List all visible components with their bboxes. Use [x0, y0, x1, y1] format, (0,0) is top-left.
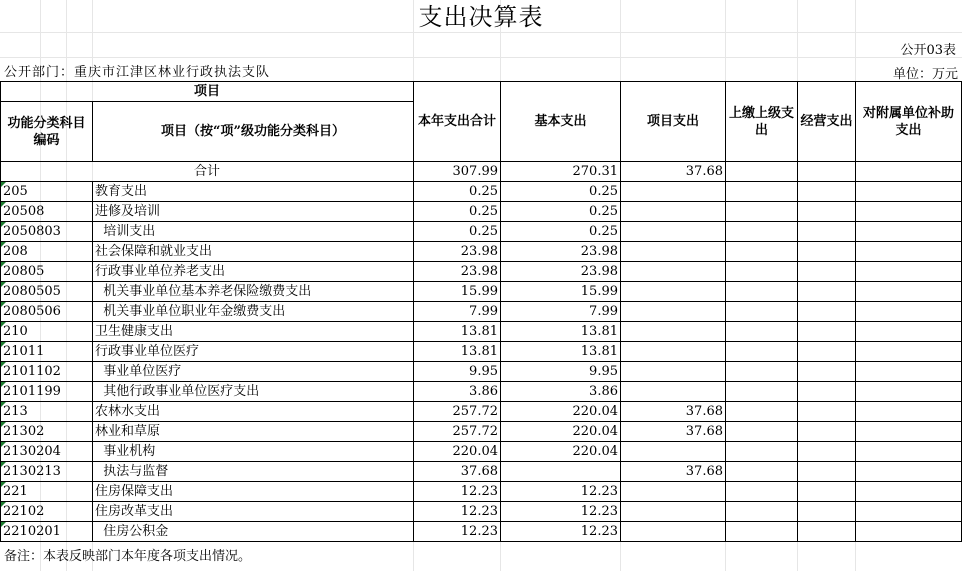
row-code: 21302 — [1, 422, 93, 442]
row-subsidy — [856, 462, 962, 482]
row-total: 23.98 — [414, 242, 501, 262]
unit-label: 单位：万元 — [892, 67, 958, 82]
table-row — [1, 502, 962, 522]
row-total: 13.81 — [414, 342, 501, 362]
row-upper — [726, 262, 798, 282]
summary-total: 307.99 — [414, 162, 501, 182]
row-subsidy — [856, 182, 962, 202]
row-upper — [726, 502, 798, 522]
row-code: 20805 — [1, 262, 93, 282]
row-business — [798, 422, 856, 442]
row-code: 21011 — [1, 342, 93, 362]
row-total: 12.23 — [414, 502, 501, 522]
row-subsidy — [856, 302, 962, 322]
row-name: 机关事业单位职业年金缴费支出 — [93, 302, 414, 322]
table-row — [1, 462, 962, 482]
row-upper — [726, 442, 798, 462]
row-name: 其他行政事业单位医疗支出 — [93, 382, 414, 402]
row-basic: 220.04 — [501, 422, 621, 442]
row-business — [798, 182, 856, 202]
table-number: 公开03表 — [900, 43, 956, 58]
header-upper: 上缴上级支出 — [726, 82, 798, 162]
row-name: 住房公积金 — [93, 522, 414, 542]
row-subsidy — [856, 262, 962, 282]
summary-basic: 270.31 — [501, 162, 621, 182]
row-upper — [726, 302, 798, 322]
header-business: 经营支出 — [798, 82, 856, 162]
row-total: 0.25 — [414, 202, 501, 222]
row-code: 2080505 — [1, 282, 93, 302]
header-total: 本年支出合计 — [414, 82, 501, 162]
row-code: 2101199 — [1, 382, 93, 402]
row-item — [621, 282, 726, 302]
table-row — [1, 182, 962, 202]
row-basic: 0.25 — [501, 202, 621, 222]
row-business — [798, 282, 856, 302]
table-row — [1, 422, 962, 442]
table-row — [1, 382, 962, 402]
expenditure-table — [0, 81, 962, 542]
summary-item: 37.68 — [621, 162, 726, 182]
row-item — [621, 262, 726, 282]
header-name: 项目（按“项”级功能分类科目） — [93, 102, 414, 162]
row-subsidy — [856, 342, 962, 362]
table-row — [1, 222, 962, 242]
row-name: 社会保障和就业支出 — [93, 242, 414, 262]
row-item — [621, 202, 726, 222]
row-name: 住房改革支出 — [93, 502, 414, 522]
row-item — [621, 182, 726, 202]
table-row — [1, 322, 962, 342]
note: 备注：本表反映部门本年度各项支出情况。 — [4, 549, 252, 564]
row-business — [798, 482, 856, 502]
row-total: 23.98 — [414, 262, 501, 282]
row-total: 0.25 — [414, 182, 501, 202]
header-subsidy: 对附属单位补助支出 — [856, 82, 962, 162]
row-item — [621, 342, 726, 362]
row-item: 37.68 — [621, 462, 726, 482]
row-code: 2130213 — [1, 462, 93, 482]
row-code: 210 — [1, 322, 93, 342]
row-code: 2050803 — [1, 222, 93, 242]
row-name: 行政事业单位医疗 — [93, 342, 414, 362]
row-basic: 0.25 — [501, 222, 621, 242]
row-basic: 12.23 — [501, 482, 621, 502]
row-basic: 220.04 — [501, 402, 621, 422]
row-basic: 13.81 — [501, 342, 621, 362]
row-upper — [726, 282, 798, 302]
row-basic: 15.99 — [501, 282, 621, 302]
department-label: 公开部门：重庆市江津区林业行政执法支队 — [4, 65, 271, 80]
row-upper — [726, 462, 798, 482]
row-name: 培训支出 — [93, 222, 414, 242]
row-business — [798, 462, 856, 482]
row-business — [798, 302, 856, 322]
row-code: 213 — [1, 402, 93, 422]
row-item — [621, 382, 726, 402]
table-row — [1, 342, 962, 362]
row-basic: 12.23 — [501, 522, 621, 542]
row-name: 林业和草原 — [93, 422, 414, 442]
row-name: 机关事业单位基本养老保险缴费支出 — [93, 282, 414, 302]
row-business — [798, 242, 856, 262]
row-subsidy — [856, 362, 962, 382]
row-subsidy — [856, 282, 962, 302]
row-total: 13.81 — [414, 322, 501, 342]
row-upper — [726, 362, 798, 382]
row-code: 2210201 — [1, 522, 93, 542]
row-code: 22102 — [1, 502, 93, 522]
row-basic: 9.95 — [501, 362, 621, 382]
row-upper — [726, 222, 798, 242]
row-business — [798, 382, 856, 402]
row-business — [798, 502, 856, 522]
row-subsidy — [856, 402, 962, 422]
row-code: 20508 — [1, 202, 93, 222]
row-item — [621, 522, 726, 542]
row-total: 15.99 — [414, 282, 501, 302]
table-row — [1, 202, 962, 222]
row-upper — [726, 182, 798, 202]
row-basic — [501, 462, 621, 482]
row-item — [621, 242, 726, 262]
row-total: 220.04 — [414, 442, 501, 462]
row-basic: 23.98 — [501, 262, 621, 282]
row-item — [621, 482, 726, 502]
page-title: 支出决算表 — [418, 3, 544, 31]
row-total: 9.95 — [414, 362, 501, 382]
row-subsidy — [856, 382, 962, 402]
row-code: 2130204 — [1, 442, 93, 462]
row-name: 事业单位医疗 — [93, 362, 414, 382]
row-code: 208 — [1, 242, 93, 262]
row-basic: 220.04 — [501, 442, 621, 462]
row-basic: 7.99 — [501, 302, 621, 322]
row-business — [798, 222, 856, 242]
row-item — [621, 322, 726, 342]
row-business — [798, 442, 856, 462]
table-row — [1, 402, 962, 422]
row-total: 257.72 — [414, 402, 501, 422]
row-item: 37.68 — [621, 402, 726, 422]
summary-label: 合计 — [1, 162, 414, 182]
table-row — [1, 442, 962, 462]
row-basic: 12.23 — [501, 502, 621, 522]
row-name: 教育支出 — [93, 182, 414, 202]
row-subsidy — [856, 222, 962, 242]
row-upper — [726, 342, 798, 362]
row-item — [621, 302, 726, 322]
row-code: 2080506 — [1, 302, 93, 322]
row-total: 0.25 — [414, 222, 501, 242]
row-total: 257.72 — [414, 422, 501, 442]
header-item: 项目支出 — [621, 82, 726, 162]
row-upper — [726, 322, 798, 342]
row-name: 进修及培训 — [93, 202, 414, 222]
row-upper — [726, 482, 798, 502]
row-item — [621, 442, 726, 462]
row-item: 37.68 — [621, 422, 726, 442]
row-upper — [726, 382, 798, 402]
row-basic: 3.86 — [501, 382, 621, 402]
row-business — [798, 362, 856, 382]
row-business — [798, 522, 856, 542]
row-business — [798, 342, 856, 362]
table-row — [1, 302, 962, 322]
row-subsidy — [856, 202, 962, 222]
row-code: 2101102 — [1, 362, 93, 382]
row-subsidy — [856, 502, 962, 522]
row-name: 农林水支出 — [93, 402, 414, 422]
row-business — [798, 402, 856, 422]
header-project: 项目 — [1, 82, 414, 102]
row-total: 37.68 — [414, 462, 501, 482]
table-row — [1, 242, 962, 262]
row-subsidy — [856, 242, 962, 262]
row-total: 3.86 — [414, 382, 501, 402]
row-name: 住房保障支出 — [93, 482, 414, 502]
row-name: 执法与监督 — [93, 462, 414, 482]
row-basic: 23.98 — [501, 242, 621, 262]
row-upper — [726, 422, 798, 442]
row-code: 205 — [1, 182, 93, 202]
row-item — [621, 362, 726, 382]
row-code: 221 — [1, 482, 93, 502]
row-name: 卫生健康支出 — [93, 322, 414, 342]
row-upper — [726, 242, 798, 262]
row-basic: 13.81 — [501, 322, 621, 342]
row-upper — [726, 202, 798, 222]
row-upper — [726, 522, 798, 542]
row-name: 事业机构 — [93, 442, 414, 462]
row-subsidy — [856, 522, 962, 542]
table-row — [1, 522, 962, 542]
row-subsidy — [856, 322, 962, 342]
table-row — [1, 482, 962, 502]
header-basic: 基本支出 — [501, 82, 621, 162]
header-code: 功能分类科目编码 — [1, 102, 93, 162]
row-business — [798, 262, 856, 282]
row-item — [621, 222, 726, 242]
row-upper — [726, 402, 798, 422]
summary-row — [1, 162, 962, 182]
row-name: 行政事业单位养老支出 — [93, 262, 414, 282]
row-basic: 0.25 — [501, 182, 621, 202]
row-subsidy — [856, 442, 962, 462]
table-row — [1, 262, 962, 282]
row-item — [621, 502, 726, 522]
row-subsidy — [856, 482, 962, 502]
row-total: 12.23 — [414, 522, 501, 542]
row-subsidy — [856, 422, 962, 442]
row-business — [798, 202, 856, 222]
row-business — [798, 322, 856, 342]
row-total: 7.99 — [414, 302, 501, 322]
row-total: 12.23 — [414, 482, 501, 502]
table-row — [1, 362, 962, 382]
table-row — [1, 282, 962, 302]
